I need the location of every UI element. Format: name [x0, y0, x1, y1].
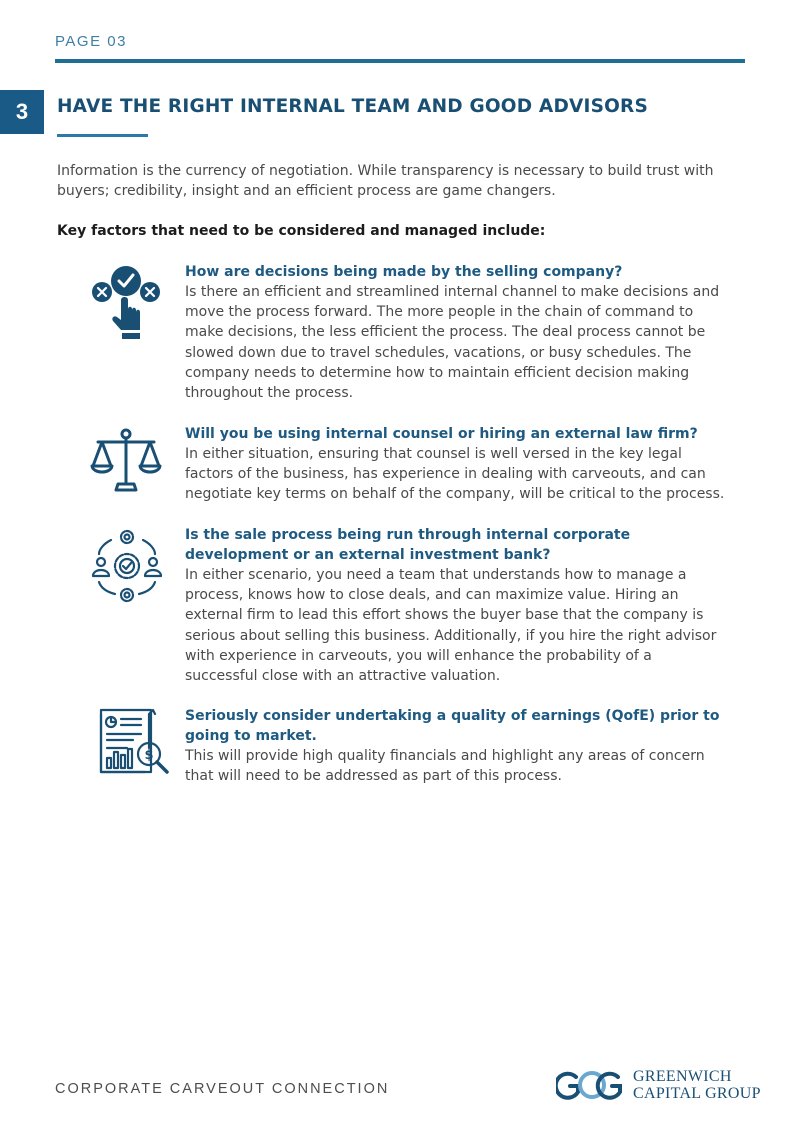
footer-text: CORPORATE CARVEOUT CONNECTION: [55, 1081, 390, 1097]
key-factors-heading: Key factors that need to be considered and managed include:: [57, 223, 546, 239]
factor-body: In either scenario, you need a team that understands how to manage a process, knows how to close deals, and can maximize value. Hiring an external firm to lead this effort shows the buyer base that the company is serious about selling this business. Additionally, if you hire the right advisor with experience in carveouts, you will enhance the probability of a successful close with an attractive valuation.: [185, 567, 717, 685]
team-gears-icon: [89, 528, 165, 604]
factor-item: [185, 262, 725, 403]
factor-item: [185, 424, 725, 505]
scales-icon: [90, 428, 162, 494]
section-title: HAVE THE RIGHT INTERNAL TEAM AND GOOD ADVISORS: [57, 96, 649, 117]
factor-body: This will provide high quality financials and highlight any areas of concern that will need to be addressed as part of this process.: [185, 748, 705, 785]
factor-title: How are decisions being made by the selling company?: [185, 264, 623, 280]
logo-wordmark: [633, 1068, 761, 1102]
section-number: 3: [0, 90, 44, 134]
page-label: PAGE 03: [55, 33, 127, 50]
factor-body: In either situation, ensuring that counsel is well versed in the key legal factors of the business, has experience in dealing with carveouts, and can negotiate key terms on behalf of the company, will be critical to the process.: [185, 446, 725, 503]
title-underline: [57, 134, 148, 137]
intro-paragraph: Information is the currency of negotiation. While transparency is necessary to build trust with buyers; credibility, insight and an efficient process are game changers.: [57, 163, 714, 199]
factor-title: Will you be using internal counsel or hiring an external law firm?: [185, 426, 698, 442]
factor-title: Seriously consider undertaking a quality of earnings (QofE) prior to going to market.: [185, 708, 720, 744]
gcg-logo-icon: [556, 1068, 628, 1102]
logo-line-2: CAPITAL GROUP: [633, 1085, 761, 1102]
logo-line-1: GREENWICH: [633, 1068, 732, 1085]
svg-text:$: $: [144, 748, 154, 763]
factor-body: Is there an efficient and streamlined internal channel to make decisions and move the process forward. The more people in the chain of command to make decisions, the less efficient the process. The deal process cannot be slowed down due to travel schedules, vacations, or busy schedules. The company needs to determine how to maintain efficient decision making throughout the process.: [185, 284, 720, 402]
factor-item: [185, 706, 725, 786]
factor-item: [185, 525, 725, 686]
decision-hand-icon: [88, 264, 164, 342]
financial-report-icon: [97, 708, 171, 776]
top-divider: [55, 59, 745, 63]
factor-title: Is the sale process being run through internal corporate development or an external investment bank?: [185, 527, 631, 563]
